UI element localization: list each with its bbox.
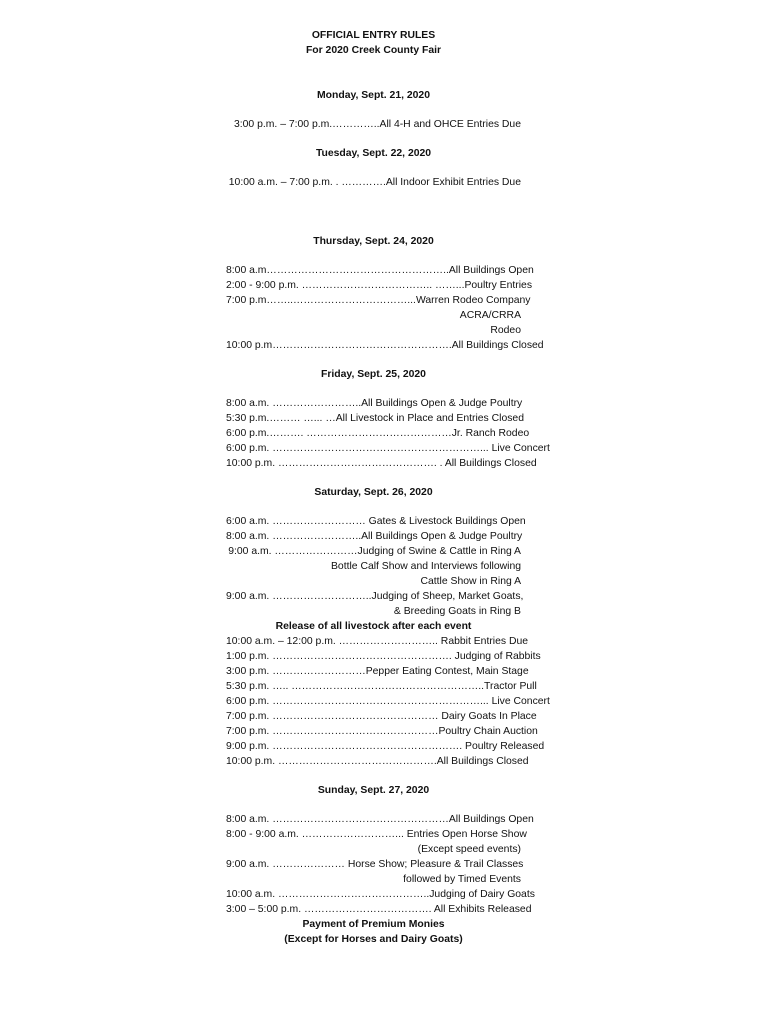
entry-rules-document <box>226 28 550 947</box>
day-heading-monday: Monday, Sept. 21, 2020 <box>317 90 430 101</box>
livestock-release-note: Release of all livestock after each event <box>275 621 472 632</box>
schedule-line: Bottle Calf Show and Interviews following <box>330 561 521 572</box>
schedule-line: 5:30 p.m.……… …... …All Livestock in Place and Entries Closed <box>226 413 524 424</box>
schedule-line: 10:00 a.m. – 7:00 p.m. . ………….All Indoor Exhibit Entries Due <box>228 177 521 188</box>
schedule-line: 8:00 a.m. ……………………..All Buildings Open & Judge Poultry <box>226 398 523 409</box>
schedule-line: Rodeo <box>490 325 521 336</box>
schedule-line: 10:00 a.m. – 12:00 p.m. ……………………….. Rabbit Entries Due <box>226 636 529 647</box>
schedule-line: Cattle Show in Ring A <box>420 576 521 587</box>
day-heading-friday: Friday, Sept. 25, 2020 <box>321 369 426 380</box>
schedule-line: 9:00 a.m. ………………………..Judging of Sheep, Market Goats, <box>226 591 524 602</box>
schedule-line: 6:00 p.m. ……………………………………………………... Live Concert <box>226 696 550 707</box>
schedule-line: followed by Timed Events <box>403 874 521 885</box>
schedule-line: 10:00 p.m. ………………………………………. . All Buildings Closed <box>226 458 537 469</box>
schedule-line: (Except speed events) <box>417 844 521 855</box>
schedule-line: 9:00 a.m. ………………… Horse Show; Pleasure & Trail Classes <box>226 859 524 870</box>
schedule-line: 9:00 a.m. ……………………Judging of Swine & Cattle in Ring A <box>228 546 521 557</box>
document-title: OFFICIAL ENTRY RULES <box>311 30 436 41</box>
schedule-line: 7:00 p.m……..……………………………...Warren Rodeo Company <box>226 295 531 306</box>
schedule-line: 6:00 p.m.………. ……………………………………Jr. Ranch Rodeo <box>226 428 530 439</box>
schedule-line: 8:00 a.m. ……………………..All Buildings Open & Judge Poultry <box>226 531 523 542</box>
schedule-line: ACRA/CRRA <box>459 310 521 321</box>
schedule-line: 8:00 a.m. ……………………………………………All Buildings Open <box>226 814 534 825</box>
schedule-line: & Breeding Goats in Ring B <box>393 606 521 617</box>
day-heading-thursday: Thursday, Sept. 24, 2020 <box>313 236 434 247</box>
schedule-line: 10:00 p.m…………………………………………….All Buildings Closed <box>226 340 544 351</box>
day-heading-tuesday: Tuesday, Sept. 22, 2020 <box>315 148 432 159</box>
schedule-line: 3:00 p.m. – 7:00 p.m.…………..All 4-H and OHCE Entries Due <box>233 119 521 130</box>
schedule-line: 3:00 p.m. ………………………Pepper Eating Contest, Main Stage <box>226 666 529 677</box>
premium-payment-exception: (Except for Horses and Dairy Goats) <box>284 934 463 945</box>
schedule-line: 10:00 a.m. ……………………………………..Judging of Dairy Goats <box>226 889 535 900</box>
schedule-line: 8:00 a.m……………………………………………..All Buildings Open <box>226 265 534 276</box>
schedule-line: 2:00 - 9:00 p.m. ……………………………….. ……...Poultry Entries <box>226 280 533 291</box>
schedule-line: 6:00 a.m. ……………………… Gates & Livestock Buildings Open <box>226 516 526 527</box>
schedule-line: 9:00 p.m. ………………………………………………. Poultry Released <box>226 741 545 752</box>
schedule-line: 7:00 p.m. …………………………………………Poultry Chain Auction <box>226 726 538 737</box>
schedule-line: 3:00 – 5:00 p.m. ………………………………. All Exhibits Released <box>226 904 532 915</box>
day-heading-saturday: Saturday, Sept. 26, 2020 <box>314 487 433 498</box>
schedule-line: 5:30 p.m. ….. ………………………………………………..Tractor Pull <box>226 681 537 692</box>
document-subtitle: For 2020 Creek County Fair <box>305 45 442 56</box>
premium-payment-note: Payment of Premium Monies <box>302 919 445 930</box>
schedule-line: 8:00 - 9:00 a.m. ………………………... Entries Open Horse Show <box>226 829 527 840</box>
schedule-line: 7:00 p.m. ………………………………………… Dairy Goats In Place <box>226 711 537 722</box>
day-heading-sunday: Sunday, Sept. 27, 2020 <box>317 785 430 796</box>
schedule-line: 10:00 p.m. ……………………………………….All Buildings Closed <box>226 756 529 767</box>
schedule-line: 1:00 p.m. ……………………………………………. Judging of Rabbits <box>226 651 541 662</box>
schedule-line: 6:00 p.m. ……………………………………………………... Live Concert <box>226 443 550 454</box>
